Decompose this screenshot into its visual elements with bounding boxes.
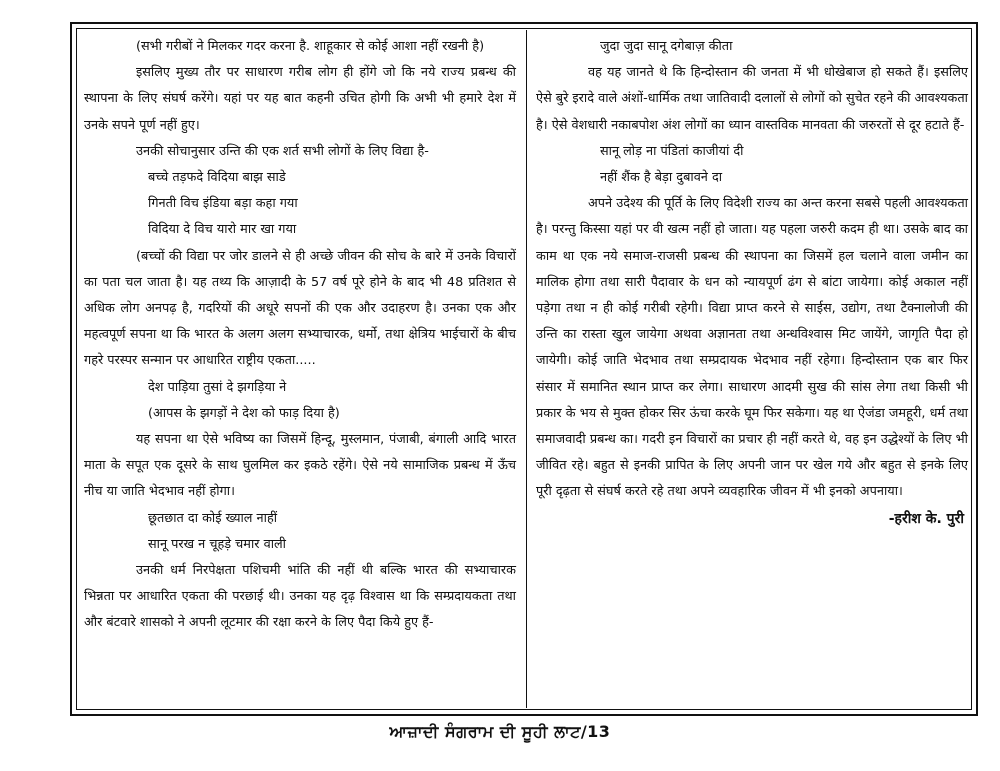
right-column [536,34,968,532]
paragraph: उनकी सोचानुसार उन्ति की एक शर्त सभी लोगों के लिए विद्या है- [136,143,429,159]
verse-line: जुदा जुदा सानू दगेबाज़ कीता [600,39,733,54]
paragraph: (बच्चों की विद्या पर जोर डालने से ही अच्छे जीवन की सोच के बारे में उनके विचारों का पता चल जाता है। यह तथ्य कि आज़ादी के 57 वर्ष पूरे होने के बाद भी 48 प्रतिशत से अधिक लोग अनपढ़ है, गदरियों की अधूरे सपनों की एक और उदाहरण है। उनका एक और महत्वपूर्ण सपना था कि भारत के अलग अलग सभ्याचारक, धर्मो, तथा क्षेत्रिय भाईचारों के बीच गहरे परस्पर सन्मान पर आधारित राष्ट्रीय एकता..... [84,248,516,369]
author-signature: -हरीश के. पुरी [888,510,964,527]
column-divider [526,30,527,708]
verse-line: नहीं शैंक है बेड़ा दुबावने दा [600,170,723,186]
paragraph: यह सपना था ऐसे भविष्य का जिसमें हिन्दू, मुस्लमान, पंजाबी, बंगाली आदि भारत माता के सपूत एक दूसरे के साथ घुलमिल कर इकठे रहेंगे। ऐसे नये सामाजिक प्रबन्ध में ऊँच नीच या जाति भेदभाव नहीं होगा। [84,432,516,500]
paragraph: इसलिए मुख्य तौर पर साधारण गरीब लोग ही होंगे जो कि नये राज्य प्रबन्ध की स्थापना के लिए संघर्ष करेंगे। यहां पर यह बात कहनी उचित होगी कि अभी भी हमारे देश में उनके सपने पूर्ण नहीं हुए। [84,65,516,133]
page-footer: ਆਜ਼ਾਦੀ ਸੰਗਰਾਮ ਦੀ ਸੂਹੀ ਲਾਟ/13 [389,722,611,741]
verse-line: (आपस के झगड़ों ने देश को फाड़ दिया है) [148,405,340,421]
verse-line: गिनती विच इंडिया बड़ा कहा गया [148,196,298,212]
paragraph: वह यह जानते थे कि हिन्दोस्तान की जनता में भी धोखेबाज हो सकते हैं। इसलिए ऐसे बुरे इरादे वाले अंशों-धार्मिक तथा जातिवादी दलालों से लोगों को सुचेत रहने की आवश्यकता है। ऐसे वेशधारी नकाबपोश अंश लोगों का ध्यान वास्तविक मानवता की जरुरतों से दूर हटाते हैं- [536,65,968,133]
verse-line: छूतछात दा कोई ख्याल नाहीं [148,510,278,526]
paragraph: उनकी धर्म निरपेक्षता पशिचमी भांति की नहीं थी बल्कि भारत की सभ्याचारक भिन्नता पर आधारित एकता की परछाई थी। उनका यह दृढ़ विश्वास था कि सम्प्रदायकता तथा और बंटवारे शासको ने अपनी लूटमार की रक्षा करने के लिए पैदा किये हुए हैं- [84,563,516,631]
verse-line: बच्चे तड़फदे विदिया बाझ साडे [148,170,286,186]
verse-line: विदिया दे विच यारो मार खा गया [148,222,297,238]
verse-line: सानू लोड़ ना पंडितां काजीयां दी [600,143,744,159]
page-frame [70,22,978,716]
verse-line: देश पाड़िया तुसां दे झगड़िया ने [148,379,287,395]
paragraph: अपने उदेश्य की पूर्ति के लिए विदेशी राज्य का अन्त करना सबसे पहली आवश्यकता है। परन्तु किस्सा यहां पर वी खत्म नहीं हो जाता। यह पहला जरुरी कदम ही था। उसके बाद का काम था एक नये समाज-राजसी प्रबन्ध की स्थापना का जिसमें हल चलाने वाला जमीन का मालिक होगा तथा सारी पैदावार के धन को न्यायपूर्ण ढंग से बांटा जायेगा। कोई अकाल नहीं पड़ेगा तथा न ही कोई गरीबी रहेगी। विद्या प्राप्त करने से साईस, उद्योग, तथा टैक्नालोजी की उन्ति का रास्ता खुल जायेगा अथवा अज्ञानता तथा अन्धविश्वास मिट जायेंगे, जागृति पैदा हो जायेगी। कोई जाति भेदभाव तथा सम्प्रदायक भेदभाव नहीं रहेगा। हिन्दोस्तान एक बार फिर संसार में समानित स्थान प्राप्त कर लेगा। साधारण आदमी सुख की सांस लेगा तथा किसी भी प्रकार के भय से मुक्त होकर सिर ऊंचा करके घूम फिर सकेगा। यह था ऐजंडा जमहूरी, धर्म तथा समाजवादी प्रबन्ध का। गदरी इन विचारों का प्रचार ही नहीं करते थे, वह इन उद्धेश्यों के लिए भी जीवित रहे। बहुत से इनकी प्रापित के लिए अपनी जान पर खेल गये और बहुत से इनके लिए पूरी दृढ़ता से संघर्ष करते रहे तथा अपने व्यवहारिक जीवन में भी इनको अपनाया। [536,196,968,500]
verse-line: सानू परख न चूहड़े चमार वाली [148,536,286,552]
paragraph: (सभी गरीबों ने मिलकर गदर करना है. शाहूकार से कोई आशा नहीं रखनी है) [136,39,485,54]
left-column [84,34,516,637]
